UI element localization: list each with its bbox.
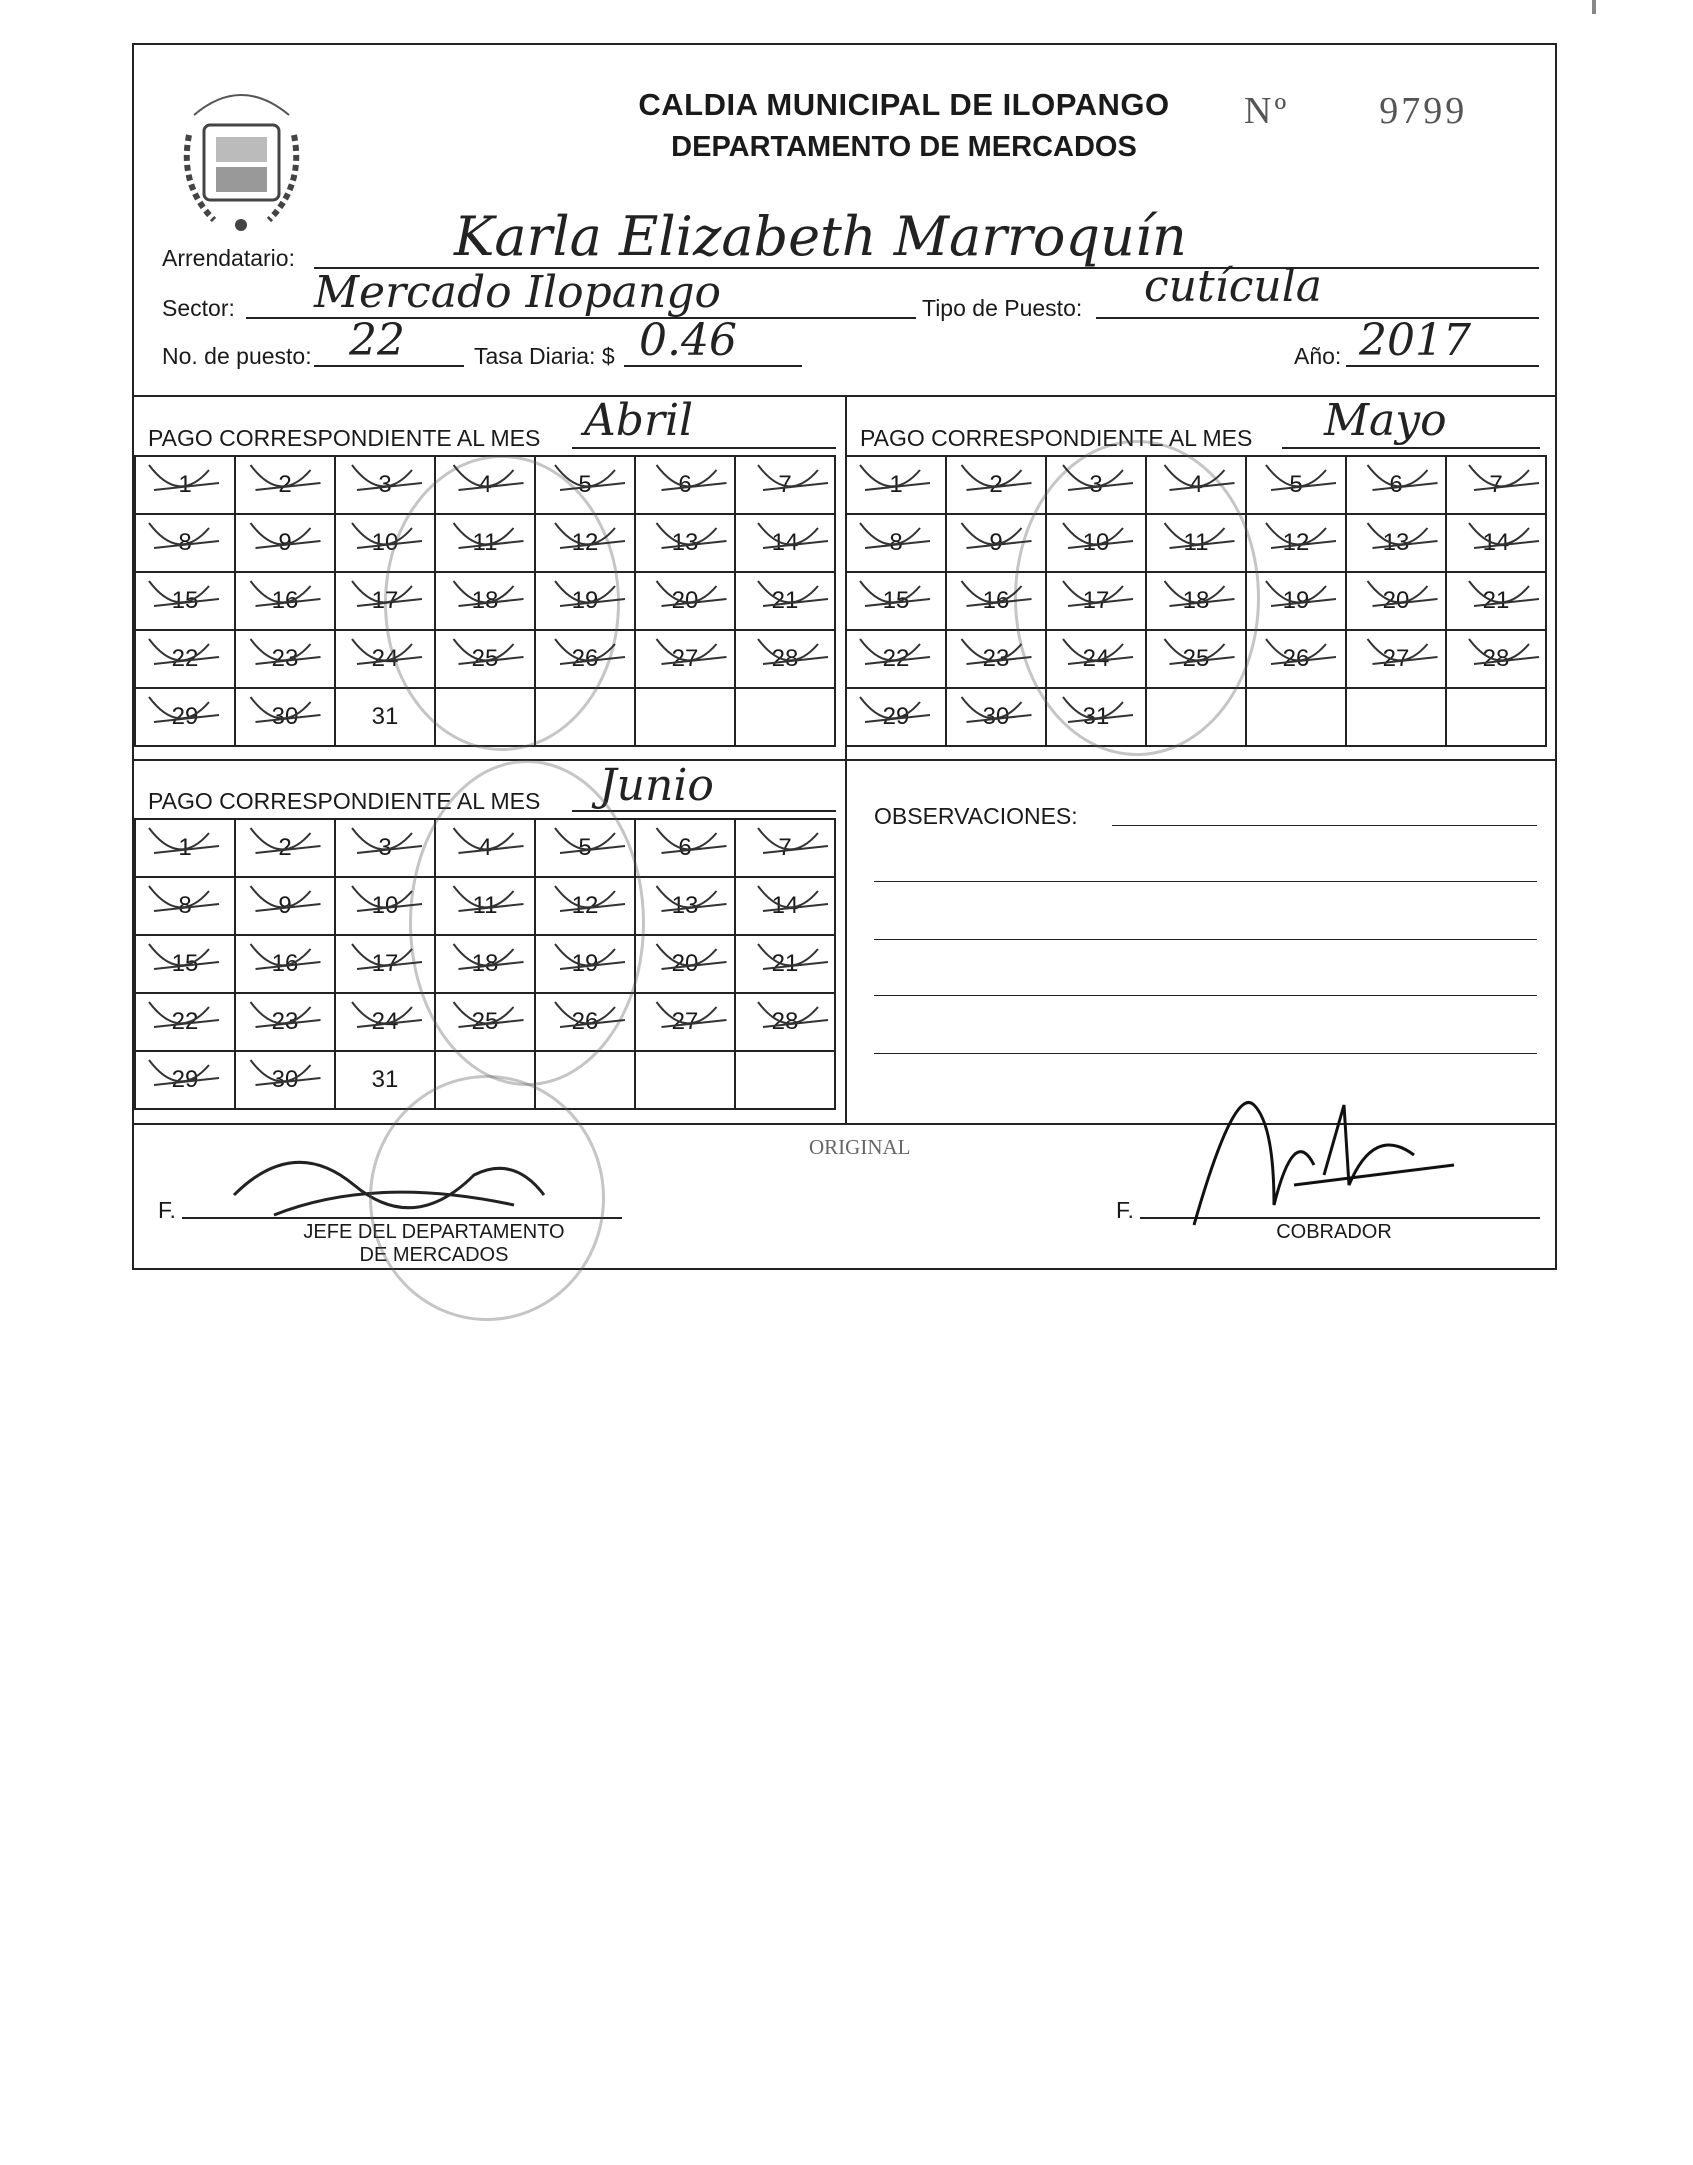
folio-symbol: Nº <box>1244 90 1290 132</box>
payment-check-mark <box>758 944 828 969</box>
day-cell: 9 <box>946 514 1046 572</box>
payment-check-mark <box>1368 465 1438 490</box>
payment-check-mark <box>758 1002 828 1027</box>
payment-check-mark <box>962 581 1032 606</box>
day-cell: 31 <box>1046 688 1146 746</box>
payment-check-mark <box>352 886 422 911</box>
anio-label: Año: <box>1294 343 1342 369</box>
payment-check-mark <box>657 523 727 548</box>
day-cell: 29 <box>135 688 235 746</box>
tasa-value: 0.46 <box>639 315 737 366</box>
payment-check-mark <box>1165 523 1235 548</box>
day-cell: 27 <box>635 630 735 688</box>
payment-check-mark <box>962 523 1032 548</box>
payment-check-mark <box>251 828 321 853</box>
day-cell: 21 <box>735 572 835 630</box>
original-label: ORIGINAL <box>809 1135 911 1159</box>
payment-check-mark <box>149 465 219 490</box>
month-line-1 <box>572 447 836 449</box>
payment-check-mark <box>860 465 930 490</box>
payment-check-mark <box>251 886 321 911</box>
payment-check-mark <box>149 1060 219 1085</box>
payment-check-mark <box>1063 523 1133 548</box>
payment-check-mark <box>758 465 828 490</box>
payment-check-mark <box>454 523 524 548</box>
payment-check-mark <box>962 697 1032 722</box>
payment-check-mark <box>1266 523 1336 548</box>
day-cell: 3 <box>335 819 435 877</box>
day-cell: 27 <box>635 993 735 1051</box>
payment-check-mark <box>352 639 422 664</box>
payment-check-mark <box>1063 639 1133 664</box>
day-cell: 24 <box>1046 630 1146 688</box>
payment-check-mark <box>1063 581 1133 606</box>
day-cell: 17 <box>1046 572 1146 630</box>
payment-check-mark <box>758 639 828 664</box>
payment-check-mark <box>454 886 524 911</box>
day-cell: 14 <box>1446 514 1546 572</box>
day-cell: 10 <box>335 514 435 572</box>
arrendatario-label: Arrendatario: <box>162 245 295 271</box>
month-label-1: PAGO CORRESPONDIENTE AL MES <box>148 425 541 451</box>
payment-check-mark <box>962 639 1032 664</box>
day-cell: 23 <box>235 630 335 688</box>
payment-check-mark <box>1368 523 1438 548</box>
payment-check-mark <box>555 1002 625 1027</box>
day-cell: 29 <box>846 688 946 746</box>
day-cell: 17 <box>335 572 435 630</box>
day-cell: 1 <box>846 456 946 514</box>
day-cell: 30 <box>235 1051 335 1109</box>
payment-check-mark <box>454 639 524 664</box>
tipo-line <box>1096 317 1539 319</box>
payment-check-mark <box>454 581 524 606</box>
day-cell: 8 <box>135 514 235 572</box>
payment-check-mark <box>555 944 625 969</box>
day-cell: 2 <box>235 456 335 514</box>
day-cell: 10 <box>1046 514 1146 572</box>
day-cell: 9 <box>235 877 335 935</box>
tipo-label: Tipo de Puesto: <box>922 295 1083 321</box>
day-cell: 30 <box>235 688 335 746</box>
day-cell: 7 <box>1446 456 1546 514</box>
payment-check-mark <box>352 465 422 490</box>
header-subtitle: DEPARTAMENTO DE MERCADOS <box>671 131 1137 163</box>
day-cell: 21 <box>1446 572 1546 630</box>
day-cell: 1 <box>135 819 235 877</box>
payment-check-mark <box>251 1002 321 1027</box>
day-cell: 25 <box>435 993 535 1051</box>
day-cell: 25 <box>1146 630 1246 688</box>
payment-check-mark <box>352 523 422 548</box>
day-cell: 31 <box>335 688 435 746</box>
observaciones-label: OBSERVACIONES: <box>874 803 1078 829</box>
folio-number: 9799 <box>1379 90 1468 132</box>
jefe-label-line2: DE MERCADOS <box>359 1244 509 1266</box>
day-cell: 31 <box>335 1051 435 1109</box>
payment-check-mark <box>758 523 828 548</box>
day-cell: 15 <box>135 572 235 630</box>
day-cell: 13 <box>635 877 735 935</box>
payment-check-mark <box>149 581 219 606</box>
payment-check-mark <box>352 828 422 853</box>
day-cell: 30 <box>946 688 1046 746</box>
day-cell: 3 <box>335 456 435 514</box>
day-cell: 18 <box>435 935 535 993</box>
payment-check-mark <box>1063 697 1133 722</box>
day-cell: 16 <box>235 572 335 630</box>
payment-check-mark <box>555 465 625 490</box>
payment-check-mark <box>352 944 422 969</box>
day-cell: 9 <box>235 514 335 572</box>
payment-check-mark <box>962 465 1032 490</box>
payment-check-mark <box>657 581 727 606</box>
day-cell: 4 <box>435 456 535 514</box>
day-cell: 25 <box>435 630 535 688</box>
payment-check-mark <box>251 581 321 606</box>
receipt-form <box>132 43 1557 1270</box>
month-value-3: Junio <box>599 760 714 811</box>
month-value-1: Abril <box>584 395 694 446</box>
day-cell: 8 <box>846 514 946 572</box>
payment-check-mark <box>657 1002 727 1027</box>
day-cell: 28 <box>735 630 835 688</box>
day-cell: 2 <box>235 819 335 877</box>
payment-check-mark <box>251 639 321 664</box>
anio-value: 2017 <box>1359 315 1471 366</box>
scan-mark <box>1592 0 1596 14</box>
payment-check-mark <box>758 828 828 853</box>
payment-check-mark <box>1469 581 1539 606</box>
payment-check-mark <box>1266 581 1336 606</box>
payment-check-mark <box>1266 639 1336 664</box>
month-label-3: PAGO CORRESPONDIENTE AL MES <box>148 788 541 814</box>
payment-check-mark <box>1063 465 1133 490</box>
day-cell: 6 <box>635 819 735 877</box>
day-cell: 20 <box>1346 572 1446 630</box>
payment-check-mark <box>555 523 625 548</box>
tasa-label: Tasa Diaria: $ <box>474 343 615 369</box>
day-cell: 19 <box>535 935 635 993</box>
day-cell: 11 <box>435 877 535 935</box>
day-cell: 19 <box>1246 572 1346 630</box>
payment-check-mark <box>555 581 625 606</box>
day-cell: 8 <box>135 877 235 935</box>
day-cell: 14 <box>735 877 835 935</box>
payment-check-mark <box>149 828 219 853</box>
day-cell: 20 <box>635 572 735 630</box>
payment-check-mark <box>1368 581 1438 606</box>
day-cell: 6 <box>635 456 735 514</box>
payment-check-mark <box>555 828 625 853</box>
payment-check-mark <box>454 944 524 969</box>
payment-check-mark <box>860 639 930 664</box>
day-cell: 5 <box>535 819 635 877</box>
day-cell: 11 <box>435 514 535 572</box>
day-cell: 12 <box>535 514 635 572</box>
payment-check-mark <box>251 523 321 548</box>
payment-check-mark <box>758 581 828 606</box>
day-cell: 15 <box>846 572 946 630</box>
payment-check-mark <box>1368 639 1438 664</box>
payment-check-mark <box>454 465 524 490</box>
day-cell: 28 <box>735 993 835 1051</box>
payment-check-mark <box>251 697 321 722</box>
payment-check-mark <box>860 581 930 606</box>
day-cell: 18 <box>1146 572 1246 630</box>
day-cell: 22 <box>135 993 235 1051</box>
f-right-label: F. <box>1116 1197 1134 1223</box>
payment-check-mark <box>149 639 219 664</box>
payment-check-mark <box>555 639 625 664</box>
puesto-value: 22 <box>349 315 405 366</box>
day-cell: 26 <box>535 993 635 1051</box>
day-cell: 1 <box>135 456 235 514</box>
payment-check-mark <box>454 828 524 853</box>
day-cell: 4 <box>1146 456 1246 514</box>
day-cell: 4 <box>435 819 535 877</box>
payment-check-mark <box>149 1002 219 1027</box>
payment-check-mark <box>352 581 422 606</box>
day-cell: 21 <box>735 935 835 993</box>
payment-check-mark <box>251 1060 321 1085</box>
month-value-2: Mayo <box>1324 395 1447 446</box>
day-cell: 7 <box>735 456 835 514</box>
payment-marks <box>134 455 1559 1115</box>
sector-label: Sector: <box>162 295 235 321</box>
day-cell: 26 <box>535 630 635 688</box>
day-cell: 3 <box>1046 456 1146 514</box>
payment-check-mark <box>657 639 727 664</box>
day-cell: 13 <box>1346 514 1446 572</box>
cobrador-label: COBRADOR <box>1276 1221 1392 1243</box>
payment-check-mark <box>860 523 930 548</box>
payment-check-mark <box>1469 639 1539 664</box>
payment-check-mark <box>1469 523 1539 548</box>
month-line-2 <box>1282 447 1540 449</box>
payment-check-mark <box>758 886 828 911</box>
day-cell: 18 <box>435 572 535 630</box>
payment-check-mark <box>1469 465 1539 490</box>
municipal-seal-icon <box>174 75 309 235</box>
day-cell: 29 <box>135 1051 235 1109</box>
payment-check-mark <box>149 523 219 548</box>
day-cell: 16 <box>235 935 335 993</box>
puesto-label: No. de puesto: <box>162 343 312 369</box>
day-cell: 13 <box>635 514 735 572</box>
day-cell: 5 <box>535 456 635 514</box>
day-cell: 27 <box>1346 630 1446 688</box>
day-cell: 6 <box>1346 456 1446 514</box>
day-cell: 24 <box>335 630 435 688</box>
payment-check-mark <box>1165 465 1235 490</box>
payment-check-mark <box>657 465 727 490</box>
payment-check-mark <box>352 1002 422 1027</box>
payment-check-mark <box>657 886 727 911</box>
payment-check-mark <box>555 886 625 911</box>
payment-check-mark <box>251 465 321 490</box>
day-cell: 10 <box>335 877 435 935</box>
payment-check-mark <box>657 828 727 853</box>
tipo-value: cutícula <box>1144 261 1323 312</box>
day-cell: 16 <box>946 572 1046 630</box>
payment-check-mark <box>149 697 219 722</box>
day-cell: 12 <box>1246 514 1346 572</box>
f-left-label: F. <box>158 1197 176 1223</box>
day-cell: 2 <box>946 456 1046 514</box>
day-cell: 5 <box>1246 456 1346 514</box>
day-cell: 11 <box>1146 514 1246 572</box>
day-cell: 12 <box>535 877 635 935</box>
payment-check-mark <box>149 944 219 969</box>
day-cell: 22 <box>846 630 946 688</box>
payment-check-mark <box>657 944 727 969</box>
day-cell: 19 <box>535 572 635 630</box>
payment-check-mark <box>860 697 930 722</box>
arrendatario-value: Karla Elizabeth Marroquín <box>454 205 1187 268</box>
day-cell: 7 <box>735 819 835 877</box>
day-cell: 23 <box>235 993 335 1051</box>
day-cell: 15 <box>135 935 235 993</box>
day-cell: 22 <box>135 630 235 688</box>
payment-check-mark <box>251 944 321 969</box>
sector-value: Mercado Ilopango <box>314 267 721 318</box>
jefe-label-line1: JEFE DEL DEPARTAMENTO <box>303 1221 565 1243</box>
day-cell: 20 <box>635 935 735 993</box>
header-title: CALDIA MUNICIPAL DE ILOPANGO <box>638 87 1170 122</box>
month-label-2: PAGO CORRESPONDIENTE AL MES <box>860 425 1253 451</box>
day-cell: 28 <box>1446 630 1546 688</box>
day-cell: 14 <box>735 514 835 572</box>
day-cell: 26 <box>1246 630 1346 688</box>
folio <box>1244 89 1467 133</box>
day-cell: 17 <box>335 935 435 993</box>
day-cell: 23 <box>946 630 1046 688</box>
payment-check-mark <box>1266 465 1336 490</box>
payment-check-mark <box>149 886 219 911</box>
day-cell: 24 <box>335 993 435 1051</box>
payment-check-mark <box>1165 581 1235 606</box>
payment-check-mark <box>1165 639 1235 664</box>
payment-check-mark <box>454 1002 524 1027</box>
